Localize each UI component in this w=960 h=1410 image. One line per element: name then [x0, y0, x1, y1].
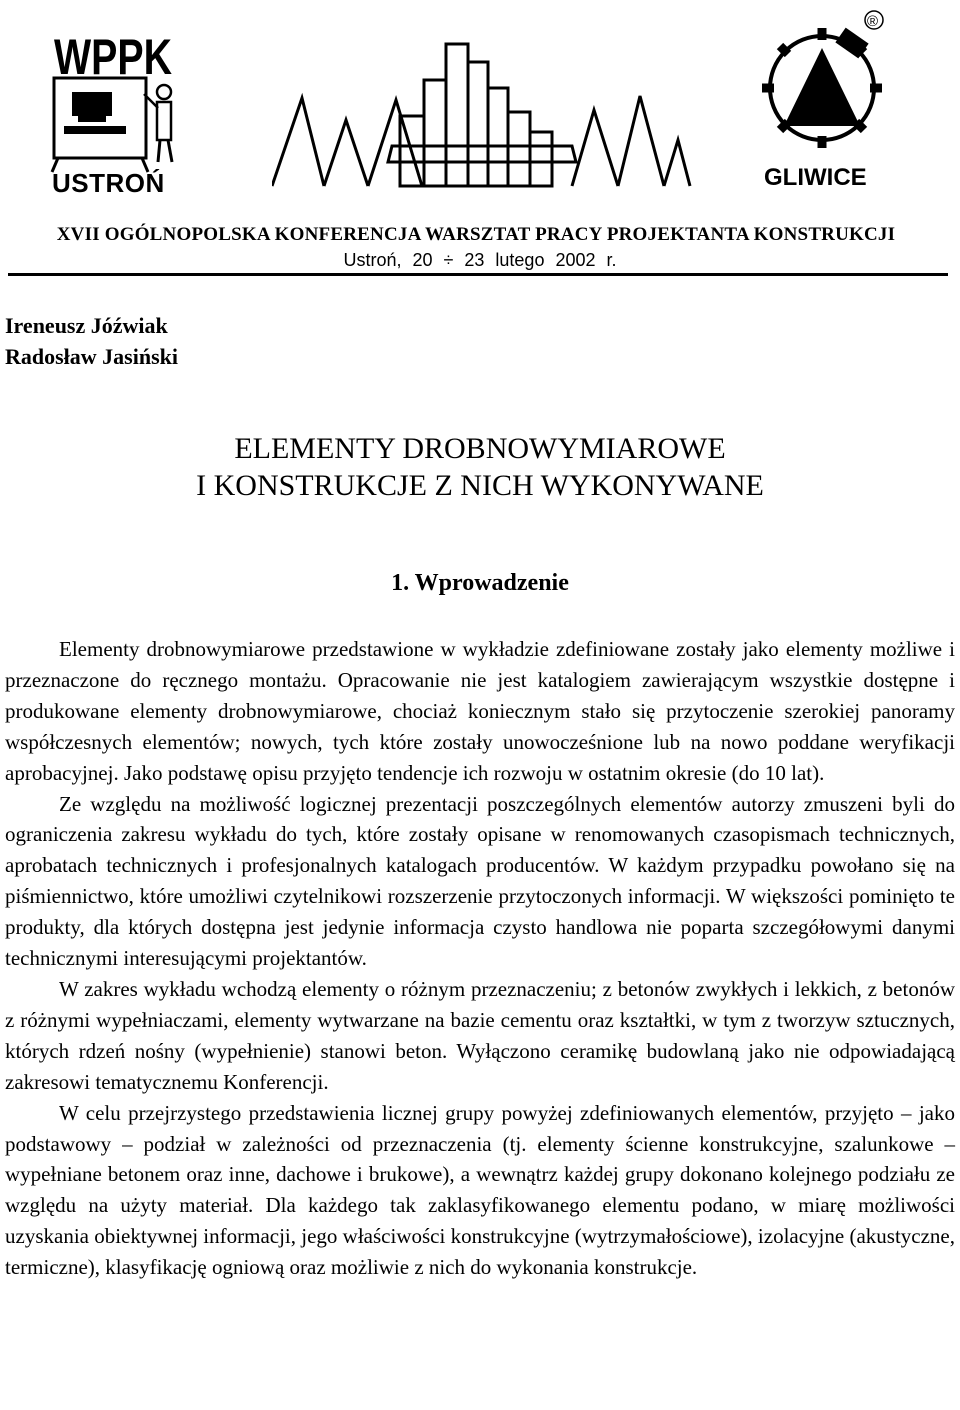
paper-title — [0, 430, 960, 504]
author-name: Ireneusz Jóźwiak — [5, 313, 168, 338]
paragraph: Ze względu na możliwość logicznej prezentacji poszczególnych elementów autorzy zmuszeni byli do ograniczenia zakresu wykładu do tych, które zostały opisane w renomowanych czasopismach technicznych, aprobatach technicznych i profesjonalnych katalogach producentów. W każdym przypadku powołano się na piśmiennictwo, które umożliwi czytelnikowi rozszerzenie przytoczonych informacji. W większości pominięto te produkty, dla których dostępna jest jedynie informacja czysto handlowa nie poparta szczegółowymi danymi technicznymi interesującymi projektantów. — [5, 791, 955, 971]
wppk-logo-text: WPPK — [54, 29, 172, 85]
author-name: Radosław Jasiński — [5, 344, 179, 369]
paragraph: W celu przejrzystego przedstawienia licznej grupy powyżej zdefiniowanych elementów, przyjęto – jako podstawowy – podział w zależności od przeznaczenia (tj. elementy ścienne konstrukcyjne, szalunkowe – wypełniane betonem oraz inne, dachowe i brukowe), a wewnątrz każdej grupy dokonano kolejnego podziału ze względu na użyty materiał. Dla każdego tak zaklasyfikowanego elementu podano, w miarę możliwości uzyskania obiektywnej informacji, jego właściwości konstrukcyjne (wytrzymałościowe), izolacyjne (akustyczne, termiczne), klasyfikację ogniową oraz możliwie z nich do wykonania konstrukcje. — [5, 1100, 955, 1280]
body-text — [5, 634, 955, 1283]
paper-title-line: ELEMENTY DROBNOWYMIAROWE — [234, 432, 726, 465]
section-heading: 1. Wprowadzenie — [391, 570, 569, 596]
authors — [5, 310, 178, 372]
conference-title: XVII OGÓLNOPOLSKA KONFERENCJA WARSZTAT PRACY PROJEKTANTA KONSTRUKCJI — [56, 224, 896, 245]
header-divider — [8, 273, 948, 276]
conference-emblem — [272, 40, 692, 188]
wppk-logo-caption: USTROŃ — [52, 168, 165, 198]
paper-title-line: I KONSTRUKCJE Z NICH WYKONYWANE — [196, 469, 764, 502]
pzitb-logo-caption: GLIWICE — [764, 164, 867, 191]
conference-dates: Ustroń, 20 ÷ 23 lutego 2002 r. — [343, 250, 617, 270]
registered-mark: ® — [867, 13, 879, 30]
paragraph: Elementy drobnowymiarowe przedstawione w wykładzie zdefiniowane zostały jako elementy możliwe i przeznaczone do ręcznego montażu. Opracowanie nie jest katalogiem zawierającym wszystkie dostępne i produkowane elementy drobnowymiarowe, chociaż koniecznym stało się przytoczenie szerokiej panoramy współczesnych elementów; nowych, tych które zostały unowocześnione lub na nowo poddane weryfikacji aprobacyjnej. Jako podstawę opisu przyjęto tendencje ich rozwoju w ostatnim okresie (do 10 lat). — [5, 637, 955, 785]
wppk-logo — [48, 22, 190, 198]
paragraph: W zakres wykładu wchodzą elementy o różnym przeznaczeniu; z betonów zwykłych i lekkich, z betonów z różnymi wypełniaczami, elementy wytwarzane na bazie cementu oraz kształtki, w tym z tworzyw sztucznych, których rdzeń nośny (wypełnienie) stanowi beton. Wyłączono ceramikę budowlaną jako nie odpowiadającą zakresowi tematycznemu Konferencji. — [5, 976, 955, 1094]
pzitb-logo — [756, 4, 896, 194]
